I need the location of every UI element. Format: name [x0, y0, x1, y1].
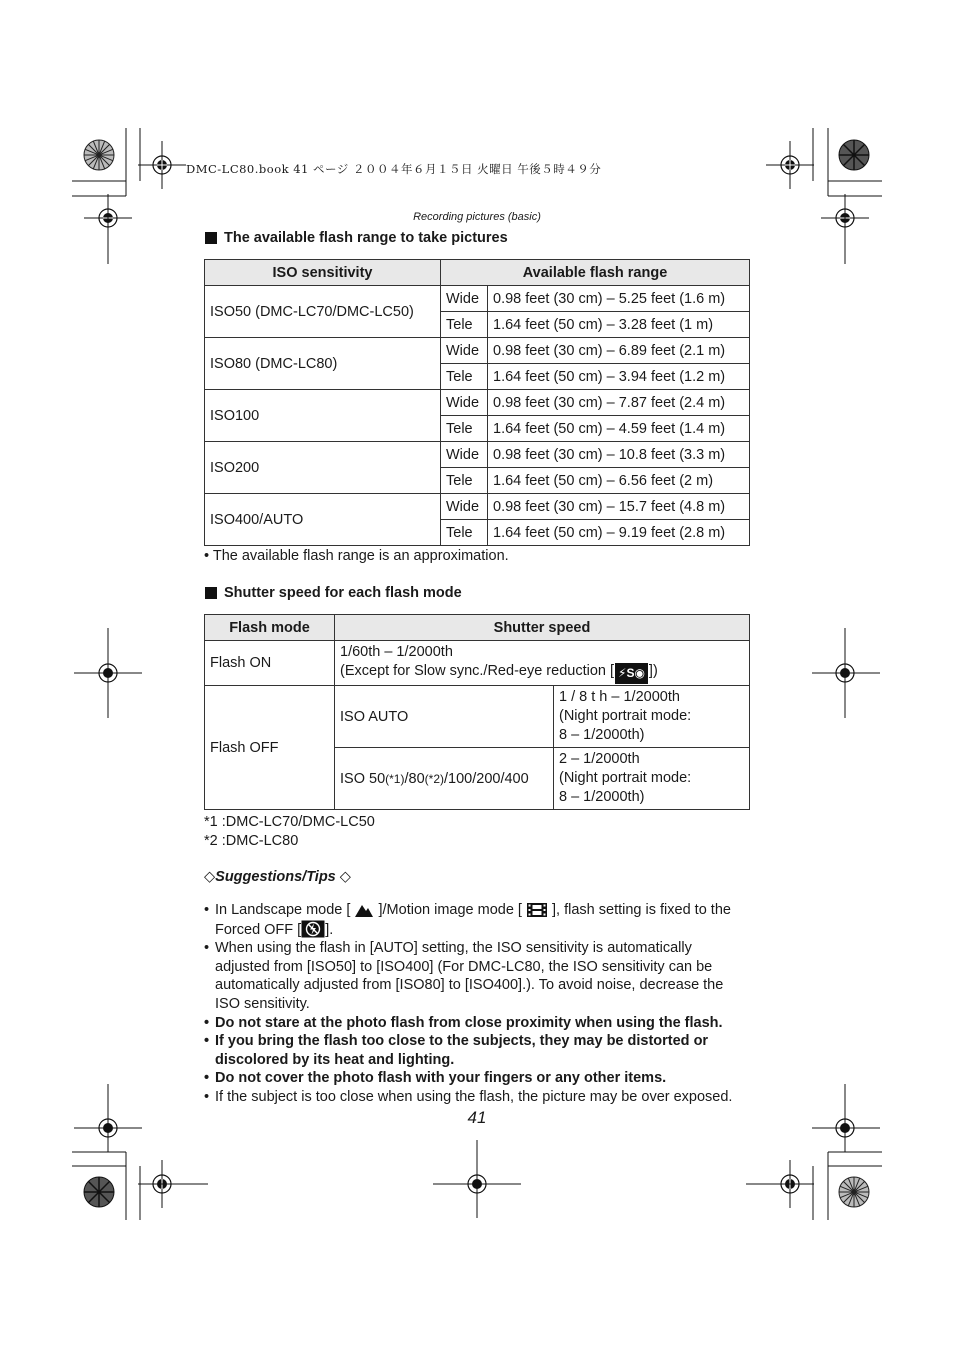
- flash-off-icon: [301, 920, 325, 938]
- tips-list: [204, 901, 749, 1107]
- table-row: [205, 338, 750, 364]
- square-bullet-icon: [205, 232, 217, 244]
- header-iso-sensitivity: ISO sensitivity: [205, 260, 441, 286]
- running-head: Recording pictures (basic): [413, 211, 541, 223]
- zoom-label: Wide: [441, 442, 488, 468]
- flash-on-speed: 1/60th – 1/2000th (Except for Slow sync./Red-eye reduction [ ⚡S◉ ]): [335, 641, 750, 686]
- flash-range-table: [204, 259, 750, 546]
- range-cell: 0.98 feet (30 cm) – 10.8 feet (3.3 m): [488, 442, 750, 468]
- iso-cell: ISO80 (DMC-LC80): [205, 338, 441, 390]
- range-cell: 0.98 feet (30 cm) – 6.89 feet (2.1 m): [488, 338, 750, 364]
- iso-auto-cell: ISO AUTO: [335, 686, 554, 748]
- range-cell: 1.64 feet (50 cm) – 6.56 feet (2 m): [488, 468, 750, 494]
- list-item: • If you bring the flash too close to the subjects, they may be distorted or discolored by its heat and lighting.: [204, 1032, 749, 1069]
- flash-slow-sync-icon: ⚡S◉: [615, 663, 648, 684]
- section-title-shutter-speed: Shutter speed for each flash mode: [205, 585, 462, 601]
- motion-image-icon: [526, 902, 548, 918]
- square-bullet-icon: [205, 587, 217, 599]
- iso-auto-speed: 1 / 8 t h – 1/2000th (Night portrait mode: 8 – 1/2000th): [554, 686, 750, 748]
- list-item: • When using the flash in [AUTO] setting, the ISO sensitivity is automatically adjusted from [ISO50] to [ISO400] (For DMC-LC80, the ISO sensitivity can be automatically adjusted from [ISO80] to [ISO400].). To avoid noise, decrease the ISO sensitivity.: [204, 939, 749, 1013]
- range-cell: 1.64 feet (50 cm) – 3.28 feet (1 m): [488, 312, 750, 338]
- section-title-flash-range: The available flash range to take pictures: [205, 230, 508, 246]
- zoom-label: Wide: [441, 390, 488, 416]
- list-item: • In Landscape mode [ ]/Motion image mode [ ], flash setting is fixed to the Forced OFF [ ].: [204, 901, 749, 939]
- zoom-label: Tele: [441, 416, 488, 442]
- range-cell: 0.98 feet (30 cm) – 15.7 feet (4.8 m): [488, 494, 750, 520]
- range-cell: 1.64 feet (50 cm) – 4.59 feet (1.4 m): [488, 416, 750, 442]
- table-row: [205, 641, 750, 686]
- landscape-mode-icon: [354, 902, 374, 918]
- footnote-2: *2 :DMC-LC80: [204, 833, 299, 849]
- table-row: [205, 494, 750, 520]
- diamond-icon: ◇: [204, 869, 216, 885]
- print-header: DMC-LC80.book 41 ページ ２００４年６月１５日 火曜日 午後５時４９分: [186, 162, 602, 176]
- range-cell: 0.98 feet (30 cm) – 5.25 feet (1.6 m): [488, 286, 750, 312]
- shutter-speed-table: [204, 614, 750, 810]
- iso-cell: ISO400/AUTO: [205, 494, 441, 546]
- table-row: [205, 686, 750, 748]
- iso-cell: ISO50 (DMC-LC70/DMC-LC50): [205, 286, 441, 338]
- table-row: [205, 286, 750, 312]
- zoom-label: Tele: [441, 364, 488, 390]
- flash-on-label: Flash ON: [205, 641, 335, 686]
- iso-cell: ISO100: [205, 390, 441, 442]
- range-cell: 1.64 feet (50 cm) – 3.94 feet (1.2 m): [488, 364, 750, 390]
- tips-heading: ◇Suggestions/Tips ◇: [204, 869, 351, 885]
- zoom-label: Wide: [441, 338, 488, 364]
- flash-off-label: Flash OFF: [205, 686, 335, 810]
- iso-cell: ISO200: [205, 442, 441, 494]
- range-cell: 0.98 feet (30 cm) – 7.87 feet (2.4 m): [488, 390, 750, 416]
- list-item: • Do not cover the photo flash with your fingers or any other items.: [204, 1069, 749, 1088]
- zoom-label: Wide: [441, 286, 488, 312]
- zoom-label: Tele: [441, 312, 488, 338]
- zoom-label: Tele: [441, 468, 488, 494]
- list-item: • Do not stare at the photo flash from close proximity when using the flash.: [204, 1014, 749, 1033]
- table-row: [205, 442, 750, 468]
- flash-range-note: • The available flash range is an approximation.: [204, 548, 509, 564]
- table-row: [205, 390, 750, 416]
- range-cell: 1.64 feet (50 cm) – 9.19 feet (2.8 m): [488, 520, 750, 546]
- page-number: 41: [467, 1108, 487, 1127]
- header-flash-range: Available flash range: [441, 260, 750, 286]
- diamond-icon: ◇: [339, 869, 351, 885]
- iso-list-speed: 2 – 1/2000th (Night portrait mode: 8 – 1/2000th): [554, 748, 750, 810]
- zoom-label: Wide: [441, 494, 488, 520]
- footnote-1: *1 :DMC-LC70/DMC-LC50: [204, 814, 375, 830]
- list-item: • If the subject is too close when using the flash, the picture may be over exposed.: [204, 1088, 749, 1107]
- zoom-label: Tele: [441, 520, 488, 546]
- iso-list-cell: ISO 50(*1)/80(*2)/100/200/400: [335, 748, 554, 810]
- header-shutter-speed: Shutter speed: [335, 615, 750, 641]
- header-flash-mode: Flash mode: [205, 615, 335, 641]
